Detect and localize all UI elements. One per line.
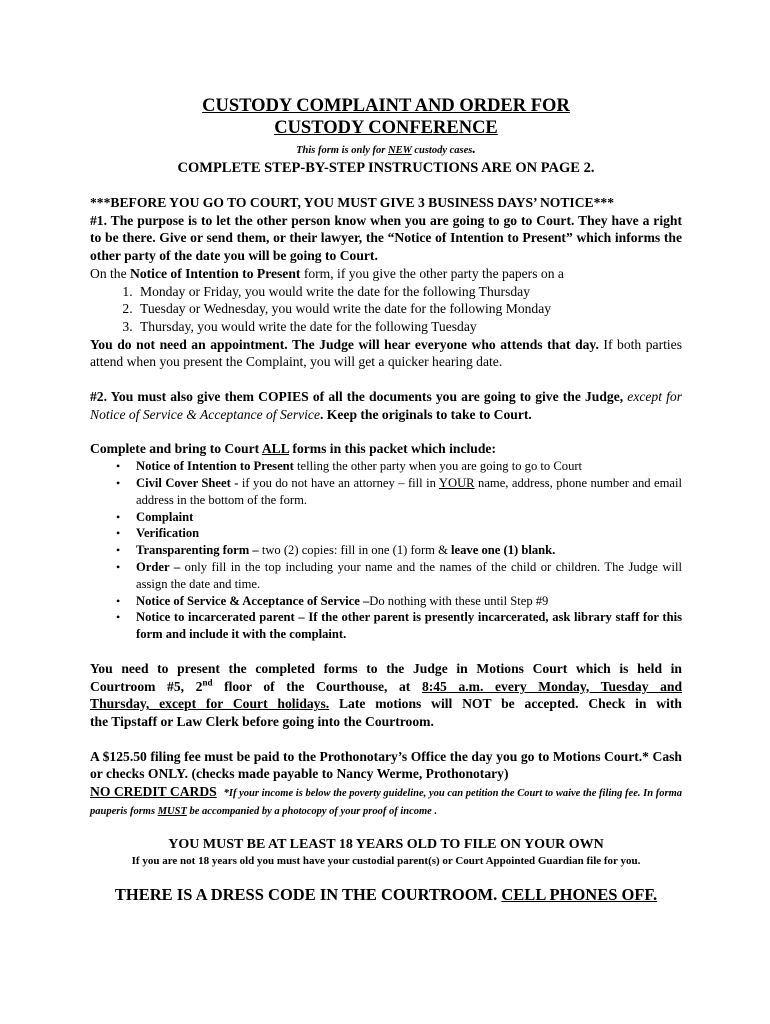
form-name: Verification [136,526,200,541]
document-body [90,95,682,905]
time-days: 8:45 a.m. every Monday, Tuesday and [421,678,683,694]
no-credit-cards: NO CREDIT CARDS [90,784,217,800]
no-appointment-rest: If both parties attend when you present the Complaint, you will get a quicker hearing date. [90,336,682,370]
dress-code-line [90,885,682,905]
step2-bold: #2. You must also give them COPIES of all the documents you are going to give the Judge, [90,389,624,405]
list-item: • Transparenting form – two (2) copies: fill in one (1) form & leave one (1) blank. [116,543,556,558]
fee-text: A $125.50 filing fee must be paid to the Prothonotary’s Office the day you go to Motions Court.* Cash or checks ONLY. (checks made payable to Nancy Werme, Prothonotary) [90,748,682,782]
form-name: Transparenting form – [136,543,259,558]
list-item: • Order – only fill in the top including your name and the names of the child or children. The Judge will assign the date and time. [116,559,682,591]
present-line1: You need to present the completed forms to the Judge in Motions Court which is held in [90,660,682,676]
form-note-pre: This form is only for [296,145,388,156]
courtroom-pre: Courtroom #5, 2 [90,678,203,694]
dress-code: THERE IS A DRESS CODE IN THE COURTROOM. [114,884,502,904]
form-name: Notice of Intention to Present [136,459,294,474]
thursday-line [90,695,682,713]
form-name: Notice to incarcerated parent – If the other parent is presently incarcerated, ask library staff for this form and include it with the complaint. [136,610,682,642]
on-the: On the [90,265,131,281]
form-desc-bold: leave one (1) blank. [451,543,556,558]
thursday-underlined: Thursday, except for Court holidays. [90,696,330,712]
notice-form-name: Notice of Intention to Present [130,265,301,281]
form-note [90,143,682,157]
late-motions: Late motions will NOT be accepted. Check in with [329,696,682,712]
forms-intro-pre: Complete and bring to Court [90,441,262,457]
list-item: 3. Thursday, you would write the date for the following Tuesday [136,318,682,336]
list-item: • Notice to incarcerated parent – If the other parent is presently incarcerated, ask library staff for this form and include it with the complaint. [116,610,682,642]
form-note-dot: . [472,142,476,157]
list-item: • Civil Cover Sheet - if you do not have an attorney – fill in YOUR name, address, phone number and email address in the bottom of the form. [116,475,683,507]
courtroom-line [90,678,682,696]
page-title-line2: CUSTODY CONFERENCE [274,118,498,138]
list-item: • Verification [116,526,200,541]
instructions-note: COMPLETE STEP-BY-STEP INSTRUCTIONS ARE ON PAGE 2. [177,160,595,176]
forms-intro-all: ALL [261,441,290,457]
waiver-text-a: *If your income is below the poverty guideline, you can petition the Court to waive the filing fee. In forma pauperis forms [90,788,683,818]
step2-italic: except for Notice of Service & Acceptance of Service [90,389,682,422]
on-the-rest: form, if you give the other party the papers on a [300,265,564,281]
courtroom-post: floor of the Courthouse, at [212,678,422,694]
courtroom-sup: nd [202,677,213,688]
step1-text: #1. The purpose is to let the other person know when you are going to go to Court. They have a right to be there. Give or send them, or their lawyer, the “Notice of Intention to Present” which informs the other party of the date you will be going to Court. [90,212,682,264]
list-item: 1. Monday or Friday, you would write the date for the following Thursday [136,283,682,301]
form-desc: Do nothing with these until Step #9 [369,593,549,608]
list-item: • Complaint [116,509,194,524]
forms-intro-post: forms in this packet which include: [289,441,496,457]
notice-banner: ***BEFORE YOU GO TO COURT, YOU MUST GIVE 3 BUSINESS DAYS’ NOTICE*** [90,195,614,210]
waiver-must: MUST [157,806,187,818]
forms-list [90,458,682,643]
days-list [90,283,682,336]
list-item: • Notice of Service & Acceptance of Service –Do nothing with these until Step #9 [116,593,549,608]
form-desc-underline: YOUR [438,475,475,490]
list-item: • Notice of Intention to Present telling the other party when you are going to go to Court [116,459,583,474]
form-desc: only fill in the top including your name and the names of the child or children. The Judge will assign the date and time. [136,559,682,591]
form-note-post: custody cases [411,145,473,156]
form-name: Complaint [136,509,194,524]
form-name: Civil Cover Sheet - [136,475,239,490]
form-desc-2: name, address, phone number and email address in the bottom of the form. [136,475,683,507]
form-name: Order – [136,559,181,574]
form-desc: two (2) copies: fill in one (1) form & [258,543,452,558]
step2-text [90,388,682,423]
form-name: Notice of Service & Acceptance of Service – [136,593,370,608]
tipstaff-line: the Tipstaff or Law Clerk before going into the Courtroom. [90,714,434,730]
age-heading: YOU MUST BE AT LEAST 18 YEARS OLD TO FILE ON YOUR OWN [168,837,604,853]
form-note-new: NEW [387,145,412,156]
no-appointment [90,336,682,371]
step2-end: . Keep the originals to take to Court. [320,406,532,422]
form-desc: telling the other party when you are going to go to Court [293,459,583,474]
age-subtext: If you are not 18 years old you must have your custodial parent(s) or Court Appointed Guardian file for you. [131,854,641,867]
page-title-line1: CUSTODY COMPLAINT AND ORDER FOR [202,96,570,116]
waiver-text-b: be accompanied by a photocopy of your proof of income . [186,806,438,818]
form-desc: if you do not have an attorney – fill in [238,475,439,490]
no-appointment-bold: You do not need an appointment. The Judge will hear everyone who attends that day. [90,336,599,352]
credit-waiver [90,783,682,819]
forms-intro [90,440,682,458]
list-item: 2. Tuesday or Wednesday, you would write the date for the following Monday [136,300,682,318]
notice-intro [90,265,682,283]
cell-phones-off: CELL PHONES OFF. [501,884,658,904]
